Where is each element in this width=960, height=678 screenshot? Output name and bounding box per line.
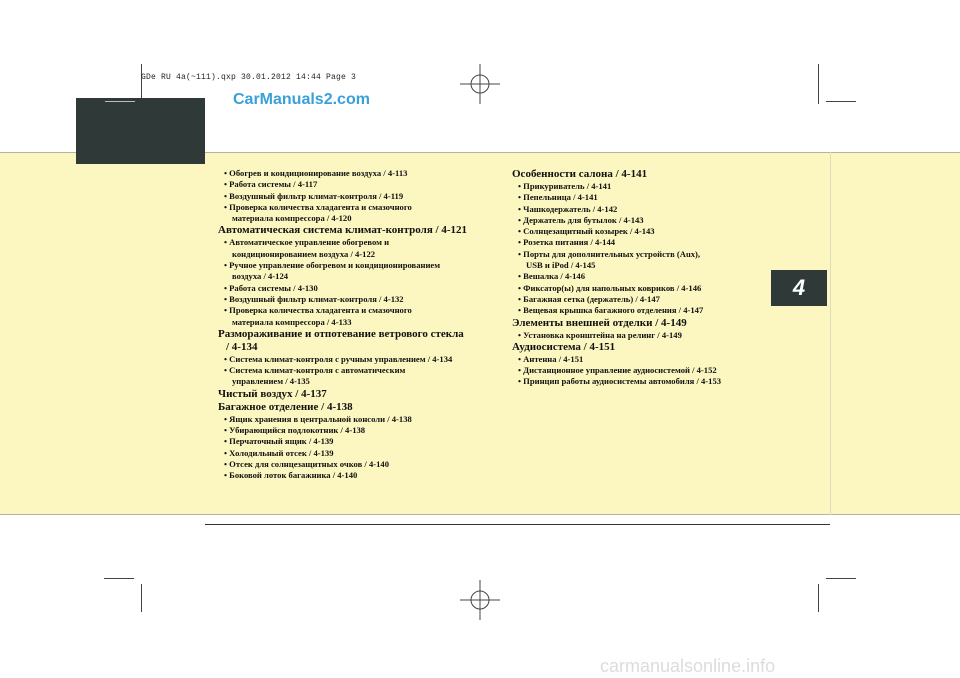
toc-section-heading: Элементы внешней отделки / 4-149	[512, 316, 687, 329]
toc-list-item: • Работа системы / 4-130	[224, 282, 318, 293]
toc-list-item: • Холодильный отсек / 4-139	[224, 447, 334, 458]
chapter-header-block	[76, 98, 205, 164]
bottom-rule	[205, 524, 830, 525]
toc-list-item: • Пепельница / 4-141	[518, 192, 598, 203]
toc-list-item: • Отсек для солнцезащитных очков / 4-140	[224, 458, 390, 469]
toc-list-item: • Установка кронштейна на релинг / 4-149	[518, 329, 682, 340]
toc-list-item: • Проверка количества хладагента и смазочного	[224, 305, 412, 316]
registration-mark-icon	[455, 580, 505, 620]
crop-mark	[818, 584, 819, 612]
toc-list-item: воздуха / 4-124	[232, 271, 289, 282]
toc-list-item: • Проверка количества хладагента и смазочного	[224, 201, 412, 212]
watermark-bottom[interactable]: carmanualsonline.info	[600, 656, 776, 676]
toc-list-item: • Антенна / 4-151	[518, 353, 584, 364]
toc-list-item: • Боковой лоток багажника / 4-140	[224, 470, 358, 481]
crop-mark	[104, 578, 134, 579]
toc-list-item: • Фиксатор(ы) для напольных ковриков / 4-146	[518, 282, 702, 293]
toc-list-item: • Прикуриватель / 4-141	[518, 181, 612, 191]
toc-list-item: • Вещевая крышка багажного отделения / 4-147	[518, 305, 704, 316]
toc-list-item: • Автоматическое управление обогревом и	[224, 237, 390, 248]
crop-mark	[826, 101, 856, 102]
print-header: GDe RU 4a(~111).qxp 30.01.2012 14:44 Page 3	[141, 73, 357, 82]
toc-list-item: управлением / 4-135	[232, 376, 310, 387]
toc-list-item: • Порты для дополнительных устройств (Aux),	[518, 248, 701, 259]
toc-list-item: • Система климат-контроля с автоматическим	[224, 365, 406, 376]
chapter-tab: 4	[771, 270, 827, 306]
toc-left-column	[218, 168, 498, 482]
toc-list-item: • Воздушный фильтр климат-контроля / 4-119	[224, 190, 404, 201]
toc-list-item: • Багажная сетка (держатель) / 4-147	[518, 293, 660, 304]
toc-list-item: • Дистанционное управление аудиосистемой / 4-152	[518, 365, 717, 376]
toc-list-item: • Держатель для бутылок / 4-143	[518, 214, 644, 225]
toc-list-item: • Обогрев и кондиционирование воздуха / 4-113	[224, 168, 408, 178]
toc-list-item: • Принцип работы аудиосистемы автомобиля / 4-153	[518, 376, 722, 387]
toc-right-column	[512, 168, 782, 388]
crop-mark	[141, 584, 142, 612]
watermark-top[interactable]: CarManuals2.com	[233, 91, 370, 108]
toc-list-item: • Вешалка / 4-146	[518, 271, 586, 282]
toc-list-item: • Ручное управление обогревом и кондиционированием	[224, 260, 441, 271]
toc-list-item: кондиционированием воздуха / 4-122	[232, 248, 376, 259]
toc-section-heading: Чистый воздух / 4-137	[218, 387, 327, 400]
toc-list-item: USB и iPod / 4-145	[526, 260, 596, 271]
toc-list-item: • Розетка питания / 4-144	[518, 237, 616, 248]
crop-mark	[818, 64, 819, 104]
toc-list-item: • Чашкодержатель / 4-142	[518, 203, 618, 214]
toc-list-item: • Система климат-контроля с ручным управлением / 4-134	[224, 353, 453, 364]
panel-bottom-border	[0, 514, 960, 515]
toc-list-item: • Работа системы / 4-117	[224, 179, 318, 190]
toc-list-item: • Солнцезащитный козырек / 4-143	[518, 226, 655, 237]
toc-section-heading: Автоматическая система климат-контроля / 4-121	[218, 224, 467, 237]
header-block-line	[105, 101, 135, 102]
toc-list-item: • Воздушный фильтр климат-контроля / 4-132	[224, 293, 404, 304]
toc-list-item: • Убирающийся подлокотник / 4-138	[224, 425, 366, 436]
crop-mark	[826, 578, 856, 579]
margin-rule	[830, 152, 831, 515]
toc-section-heading: Аудиосистема / 4-151	[512, 340, 616, 353]
toc-list-item: • Перчаточный ящик / 4-139	[224, 436, 334, 447]
toc-section-heading: Размораживание и отпотевание ветрового стекла	[218, 327, 464, 340]
toc-section-heading: Особенности салона / 4-141	[512, 168, 648, 180]
toc-section-heading: Багажное отделение / 4-138	[218, 400, 353, 413]
toc-list-item: • Ящик хранения в центральной консоли / 4-138	[224, 413, 412, 424]
toc-list-item: материала компрессора / 4-120	[232, 213, 352, 224]
toc-section-heading: / 4-134	[226, 340, 258, 353]
toc-list-item: материала компрессора / 4-133	[232, 316, 352, 327]
registration-mark-icon	[455, 64, 505, 104]
